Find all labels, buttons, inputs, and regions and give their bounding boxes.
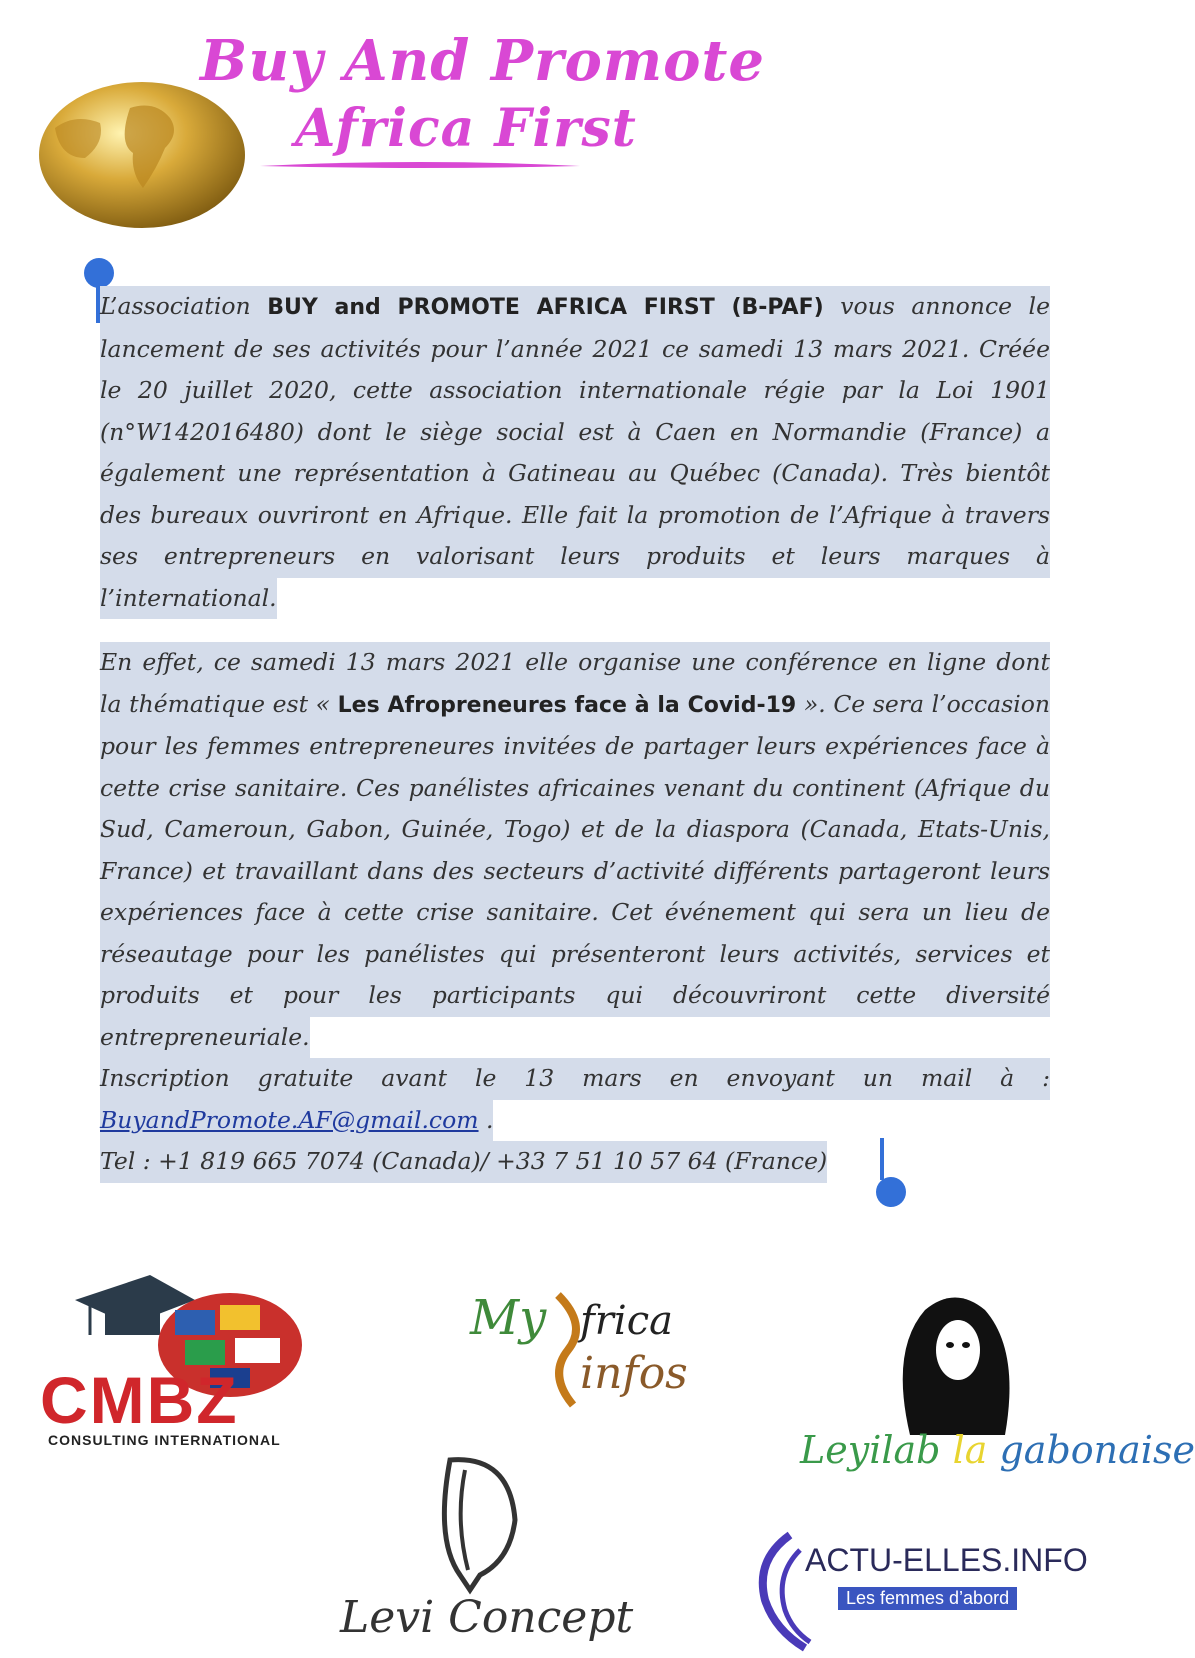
selection-end-handle[interactable] <box>876 1177 906 1207</box>
paragraph-2-line: entrepreneuriale. <box>100 1017 310 1059</box>
paragraph-2-line: En effet, ce samedi 13 mars 2021 elle organise une conférence en ligne dont <box>100 642 1050 684</box>
registration-email-line: BuyandPromote.AF@gmail.com . <box>100 1100 493 1142</box>
paragraph-1-line: (n°W142016480) dont le siège social est à Caen en Normandie (France) a <box>100 412 1050 454</box>
paragraph-2 <box>100 642 1050 1058</box>
paragraph-2-line: Sud, Cameroun, Gabon, Guinée, Togo) et de la diaspora (Canada, Etats-Unis, <box>100 809 1050 851</box>
levi-concept-logo <box>340 1450 634 1650</box>
levi-concept-title: Levi Concept <box>340 1592 634 1643</box>
paragraph-1-line: l’international. <box>100 578 277 620</box>
paragraph-2-line: la thématique est « Les Afropreneures face à la Covid-19 ». Ce sera l’occasion <box>100 684 1050 727</box>
selection-end-cursor <box>880 1138 884 1180</box>
logo-title-line1: Buy And Promote <box>200 28 765 94</box>
phone-line: Tel : +1 819 665 7074 (Canada)/ +33 7 51 10 57 64 (France) <box>100 1141 827 1183</box>
email-link[interactable]: BuyandPromote.AF@gmail.com <box>100 1105 479 1134</box>
cmbz-logo <box>40 1270 310 1450</box>
paragraph-1-line: L’association BUY and PROMOTE AFRICA FIRST (B-PAF) vous annonce le <box>100 286 1050 329</box>
myafrica-frica: frica <box>580 1298 673 1344</box>
paragraph-2-line: cette crise sanitaire. Ces panélistes africaines venant du continent (Afrique du <box>100 768 1050 810</box>
conference-theme: Les Afropreneures face à la Covid-19 <box>337 692 797 718</box>
leyilab-la: la <box>952 1428 988 1472</box>
myafrica-my: My <box>470 1290 547 1346</box>
registration-line: Inscription gratuite avant le 13 mars en envoyant un mail à : <box>100 1058 1050 1100</box>
paragraph-2-line: réseautage pour les panélistes qui présenteront leurs activités, services et <box>100 934 1050 976</box>
leyilab-wordmark <box>800 1428 1195 1472</box>
paragraph-1-line: le 20 juillet 2020, cette association internationale régie par la Loi 1901 <box>100 370 1050 412</box>
paragraph-1 <box>100 286 1050 619</box>
association-name: BUY and PROMOTE AFRICA FIRST (B-PAF) <box>267 295 824 320</box>
logo-title-line2: Africa First <box>295 98 637 159</box>
registration-block <box>100 1058 1050 1183</box>
paragraph-1-line: des bureaux ouvriront en Afrique. Elle fait la promotion de l’Afrique à travers <box>100 495 1050 537</box>
actu-elles-logo <box>750 1530 1090 1650</box>
cmbz-subtitle: CONSULTING INTERNATIONAL <box>48 1432 281 1448</box>
paragraph-1-line: lancement de ses activités pour l’année 2021 ce samedi 13 mars 2021. Créée <box>100 329 1050 371</box>
logo-underline <box>260 160 580 172</box>
paragraph-2-line: France) et travaillant dans des secteurs d’activité différents partageront leurs <box>100 851 1050 893</box>
paragraph-1-line: également une représentation à Gatineau au Québec (Canada). Très bientôt <box>100 453 1050 495</box>
cmbz-title: CMBZ <box>40 1363 239 1437</box>
feather-head-icon <box>410 1450 540 1590</box>
leyilab-gabonaise: gabonaise <box>999 1428 1195 1472</box>
paragraph-1-line: ses entrepreneurs en valorisant leurs produits et leurs marques à <box>100 536 1050 578</box>
leyilab-logo <box>800 1290 1195 1472</box>
woman-silhouette-icon <box>870 1290 1040 1435</box>
actu-elles-subtitle: Les femmes d’abord <box>838 1587 1017 1610</box>
paragraph-2-line: expériences face à cette crise sanitaire. Cet événement qui sera un lieu de <box>100 892 1050 934</box>
globe-icon <box>35 78 250 233</box>
myafrica-logo <box>470 1290 710 1430</box>
logo-header <box>30 10 765 230</box>
paragraph-2-line: produits et pour les participants qui découvriront cette diversité <box>100 975 1050 1017</box>
actu-elles-title: ACTU-ELLES.INFO <box>805 1542 1088 1578</box>
leyilab-name: Leyilab <box>800 1428 941 1472</box>
myafrica-infos: infos <box>580 1348 688 1399</box>
paragraph-2-line: pour les femmes entrepreneures invitées de partager leurs expériences face à <box>100 726 1050 768</box>
africa-pattern-icon <box>548 1295 588 1405</box>
